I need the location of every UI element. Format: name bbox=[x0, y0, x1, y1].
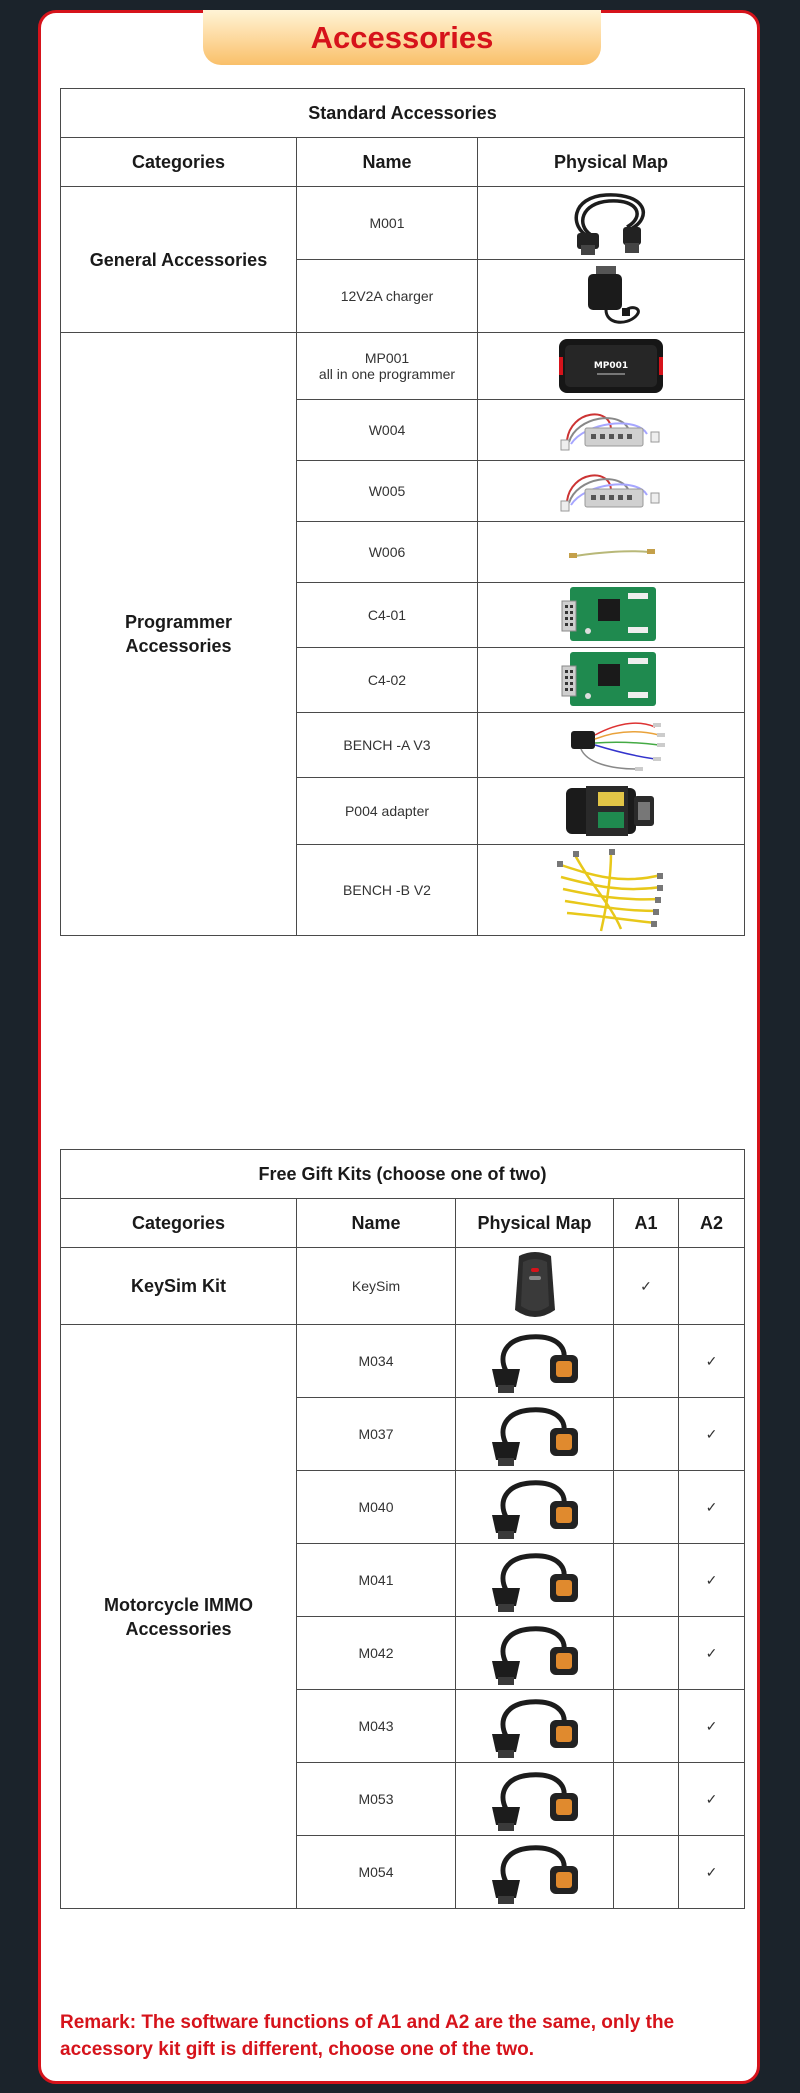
wire-harness-icon bbox=[551, 400, 671, 460]
physical-map-cell bbox=[456, 1398, 614, 1471]
header-physical-map: Physical Map bbox=[456, 1199, 614, 1248]
a1-check-cell bbox=[614, 1617, 679, 1690]
physical-map-cell bbox=[478, 333, 745, 400]
moto-adapter-cable-icon bbox=[480, 1544, 590, 1616]
a2-check-cell: ✓ bbox=[679, 1690, 745, 1763]
adapter-board-icon bbox=[556, 778, 666, 844]
item-name-cell: M034 bbox=[297, 1325, 456, 1398]
physical-map-cell bbox=[456, 1471, 614, 1544]
circuit-board-icon bbox=[556, 583, 666, 647]
physical-map-cell bbox=[456, 1248, 614, 1325]
device-label: MP001 bbox=[593, 361, 629, 371]
item-name-cell: M054 bbox=[297, 1836, 456, 1909]
physical-map-cell bbox=[456, 1836, 614, 1909]
header-categories: Categories bbox=[61, 1199, 297, 1248]
a2-check-cell: ✓ bbox=[679, 1471, 745, 1544]
physical-map-cell bbox=[478, 260, 745, 333]
header-a1: A1 bbox=[614, 1199, 679, 1248]
moto-adapter-cable-icon bbox=[480, 1471, 590, 1543]
a2-check-cell: ✓ bbox=[679, 1325, 745, 1398]
moto-adapter-cable-icon bbox=[480, 1398, 590, 1470]
item-name-cell: KeySim bbox=[297, 1248, 456, 1325]
header-name: Name bbox=[297, 1199, 456, 1248]
power-adapter-icon bbox=[566, 260, 656, 332]
bench-cable-bundle-icon bbox=[551, 845, 671, 935]
item-name-cell: W005 bbox=[297, 461, 478, 522]
physical-map-cell bbox=[478, 461, 745, 522]
a2-check-cell: ✓ bbox=[679, 1544, 745, 1617]
item-name-cell: C4-02 bbox=[297, 648, 478, 713]
key-fob-icon bbox=[505, 1248, 565, 1324]
item-name-cell: C4-01 bbox=[297, 583, 478, 648]
item-name-cell: M053 bbox=[297, 1763, 456, 1836]
accessories-card bbox=[38, 10, 760, 2084]
physical-map-cell bbox=[478, 583, 745, 648]
free-gift-kits-table bbox=[60, 1149, 745, 1909]
item-name-cell: P004 adapter bbox=[297, 778, 478, 845]
a1-check-cell bbox=[614, 1690, 679, 1763]
a1-check-cell bbox=[614, 1836, 679, 1909]
obd-cable-icon bbox=[561, 187, 661, 259]
item-name-cell: M040 bbox=[297, 1471, 456, 1544]
bench-cable-icon bbox=[551, 713, 671, 777]
a1-check-cell bbox=[614, 1325, 679, 1398]
page-title: Accessories bbox=[203, 10, 601, 65]
moto-adapter-cable-icon bbox=[480, 1690, 590, 1762]
physical-map-cell bbox=[478, 713, 745, 778]
category-cell: Programmer Accessories bbox=[61, 333, 297, 936]
table-row bbox=[61, 1248, 745, 1325]
header-name: Name bbox=[297, 138, 478, 187]
item-name-cell: BENCH -A V3 bbox=[297, 713, 478, 778]
physical-map-cell bbox=[456, 1763, 614, 1836]
a1-check-cell bbox=[614, 1544, 679, 1617]
circuit-board-icon bbox=[556, 648, 666, 712]
remark-note: Remark: The software functions of A1 and A2 are the same, only the accessory kit gift is different, choose one of the two. bbox=[60, 2012, 675, 2060]
item-name-cell: W006 bbox=[297, 522, 478, 583]
moto-adapter-cable-icon bbox=[480, 1836, 590, 1908]
a1-check-cell bbox=[614, 1398, 679, 1471]
table-row bbox=[61, 333, 745, 400]
a2-check-cell: ✓ bbox=[679, 1836, 745, 1909]
header-a2: A2 bbox=[679, 1199, 745, 1248]
physical-map-cell bbox=[478, 778, 745, 845]
item-name-cell: M042 bbox=[297, 1617, 456, 1690]
single-wire-icon bbox=[551, 532, 671, 572]
category-cell: KeySim Kit bbox=[61, 1248, 297, 1325]
category-cell: Motorcycle IMMO Accessories bbox=[61, 1325, 297, 1909]
a2-check-cell bbox=[679, 1248, 745, 1325]
moto-adapter-cable-icon bbox=[480, 1763, 590, 1835]
physical-map-cell bbox=[478, 400, 745, 461]
header-physical-map: Physical Map bbox=[478, 138, 745, 187]
item-name-cell: BENCH -B V2 bbox=[297, 845, 478, 936]
a2-check-cell: ✓ bbox=[679, 1398, 745, 1471]
table-row bbox=[61, 187, 745, 260]
category-cell: General Accessories bbox=[61, 187, 297, 333]
item-name-cell: M041 bbox=[297, 1544, 456, 1617]
standard-accessories-table bbox=[60, 88, 745, 936]
a1-check-cell: ✓ bbox=[614, 1248, 679, 1325]
wire-harness-icon bbox=[551, 461, 671, 521]
item-name-cell: M037 bbox=[297, 1398, 456, 1471]
physical-map-cell bbox=[478, 187, 745, 260]
physical-map-cell bbox=[478, 648, 745, 713]
physical-map-cell bbox=[456, 1617, 614, 1690]
moto-adapter-cable-icon bbox=[480, 1325, 590, 1397]
table-row bbox=[61, 1325, 745, 1398]
physical-map-cell bbox=[478, 522, 745, 583]
item-name-cell: W004 bbox=[297, 400, 478, 461]
physical-map-cell bbox=[456, 1544, 614, 1617]
item-name-cell: 12V2A charger bbox=[297, 260, 478, 333]
free-gift-kits-caption: Free Gift Kits (choose one of two) bbox=[61, 1150, 745, 1199]
item-name-cell: M001 bbox=[297, 187, 478, 260]
a2-check-cell: ✓ bbox=[679, 1617, 745, 1690]
standard-accessories-caption: Standard Accessories bbox=[61, 89, 745, 138]
a1-check-cell bbox=[614, 1471, 679, 1544]
header-categories: Categories bbox=[61, 138, 297, 187]
programmer-device-icon bbox=[551, 333, 671, 399]
physical-map-cell bbox=[456, 1690, 614, 1763]
item-name-cell: M043 bbox=[297, 1690, 456, 1763]
item-name-cell: MP001 all in one programmer bbox=[297, 333, 478, 400]
physical-map-cell bbox=[478, 845, 745, 936]
moto-adapter-cable-icon bbox=[480, 1617, 590, 1689]
physical-map-cell bbox=[456, 1325, 614, 1398]
a1-check-cell bbox=[614, 1763, 679, 1836]
a2-check-cell: ✓ bbox=[679, 1763, 745, 1836]
